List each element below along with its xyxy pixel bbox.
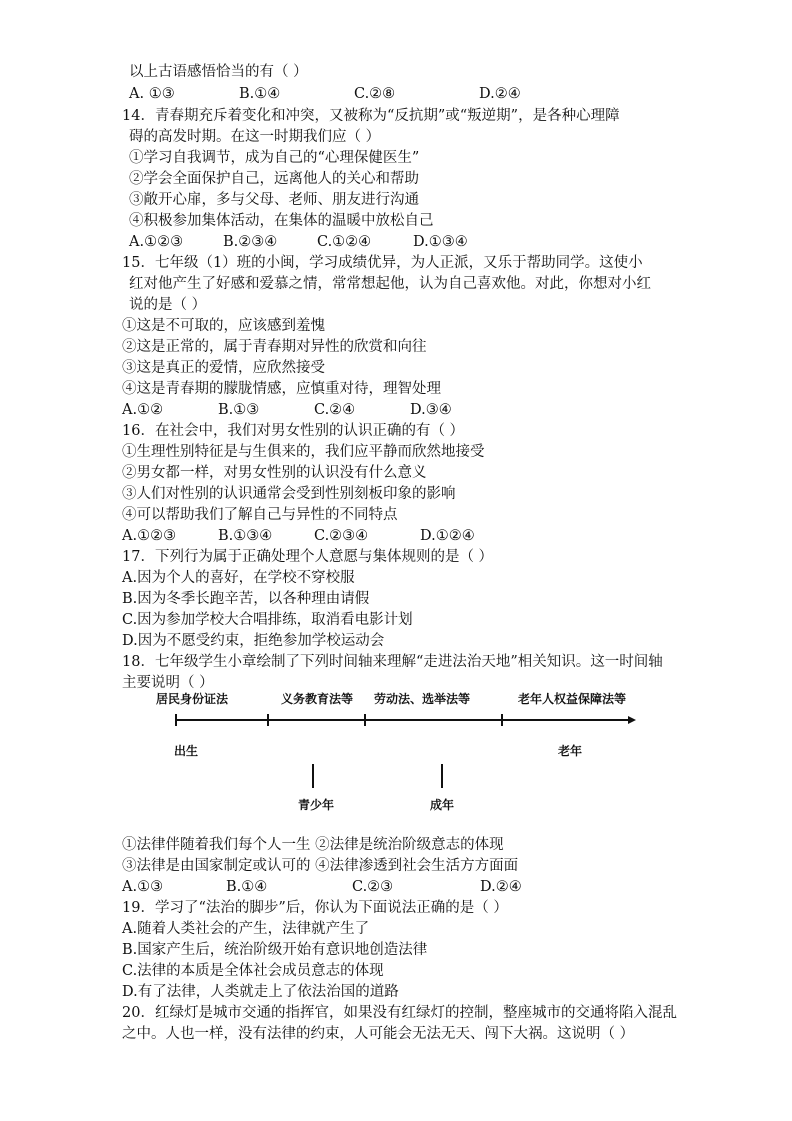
q18-option-c: C.②③ xyxy=(352,879,394,895)
q18-option-a: A.①③ xyxy=(122,879,164,895)
q16-stem: 16．在社会中，我们对男女性别的认识正确的有（ ） xyxy=(122,423,465,439)
q17-option-b: B.因为冬季长跑辛苦，以各种理由请假 xyxy=(122,591,370,607)
q13-option-b: B.①④ xyxy=(239,86,281,102)
q15-option-c: C.②④ xyxy=(314,402,356,418)
q20-stem-1: 20．红绿灯是城市交通的指挥官，如果没有红绿灯的控制，整座城市的交通将陷入混乱 xyxy=(122,1005,677,1021)
q13-stem-end: 以上古语感悟恰当的有（ ） xyxy=(129,64,308,80)
q16-options xyxy=(122,526,475,546)
q14-option-c: C.①②④ xyxy=(317,234,372,250)
q18-stem-2: 主要说明（ ） xyxy=(122,675,214,691)
q18-options xyxy=(122,877,522,897)
q18-stem-1: 18．七年级学生小章绘制了下列时间轴来理解“走进法治天地”相关知识。这一时间轴 xyxy=(122,654,663,670)
q14-option-d: D.①③④ xyxy=(413,234,468,250)
q15-statement-1: ①这是不可取的，应该感到羞愧 xyxy=(122,318,325,334)
q14-statement-3: ③敞开心扉，多与父母、老师、朋友进行沟通 xyxy=(129,192,419,208)
q19-option-d: D.有了法律，人类就走上了依法治国的道路 xyxy=(122,984,399,1000)
label-id-card-law: 居民身份证法 xyxy=(156,692,229,706)
timeline-arrowhead xyxy=(628,716,636,724)
label-elderly-rights-law: 老年人权益保障法等 xyxy=(518,692,627,706)
q18-statements-1: ①法律伴随着我们每个人一生 ②法律是统治阶级意志的体现 xyxy=(122,837,504,853)
q19-option-a: A.随着人类社会的产生，法律就产生了 xyxy=(122,921,370,937)
q14-statement-2: ②学会全面保护自己，远离他人的关心和帮助 xyxy=(129,171,419,187)
q16-option-b: B.①③④ xyxy=(218,528,273,544)
q14-statement-1: ①学习自我调节，成为自己的“心理保健医生” xyxy=(129,150,420,166)
law-timeline-diagram xyxy=(150,684,640,814)
q18-option-b: B.①④ xyxy=(226,879,268,895)
q15-statement-3: ③这是真正的爱情，应欣然接受 xyxy=(122,360,325,376)
q14-option-a: A.①②③ xyxy=(129,234,184,250)
q15-stem-3: 说的是（ ） xyxy=(129,297,207,313)
q14-stem-2: 碍的高发时期。在这一时期我们应（ ） xyxy=(129,129,381,145)
q19-option-c: C.法律的本质是全体社会成员意志的体现 xyxy=(122,963,384,979)
q16-option-d: D.①②④ xyxy=(420,528,475,544)
q13-options xyxy=(129,84,521,104)
label-labor-election-law: 劳动法、选举法等 xyxy=(374,692,471,706)
q19-stem: 19．学习了“法治的脚步”后，你认为下面说法正确的是（ ） xyxy=(122,900,508,916)
q15-statement-2: ②这是正常的，属于青春期对异性的欣赏和向往 xyxy=(122,339,427,355)
label-old-age: 老年 xyxy=(558,744,583,758)
label-birth: 出生 xyxy=(174,744,199,758)
q14-statement-4: ④积极参加集体活动，在集体的温暖中放松自己 xyxy=(129,213,434,229)
q13-option-d: D.②④ xyxy=(479,86,521,102)
q13-option-a: A. ①③ xyxy=(129,86,175,102)
q16-statement-1: ①生理性别特征是与生俱来的，我们应平静而欣然地接受 xyxy=(122,444,485,460)
q13-option-c: C.②⑧ xyxy=(354,86,396,102)
q14-stem-1: 14．青春期充斥着变化和冲突，又被称为“反抗期”或“叛逆期”，是各种心理障 xyxy=(122,108,620,124)
q15-stem-1: 15．七年级（1）班的小闽，学习成绩优异，为人正派，又乐于帮助同学。这使小 xyxy=(122,255,643,271)
label-youth: 青少年 xyxy=(298,798,335,812)
q15-statement-4: ④这是青春期的朦胧情感，应慎重对待，理智处理 xyxy=(122,381,441,397)
q17-option-d: D.因为不愿受约束，拒绝参加学校运动会 xyxy=(122,633,385,649)
q18-statements-2: ③法律是由国家制定或认可的 ④法律渗透到社会生活方方面面 xyxy=(122,858,519,874)
q16-option-c: C.②③④ xyxy=(314,528,369,544)
q16-option-a: A.①②③ xyxy=(122,528,177,544)
q15-option-a: A.①② xyxy=(122,402,164,418)
q18-option-d: D.②④ xyxy=(480,879,522,895)
q14-option-b: B.②③④ xyxy=(223,234,278,250)
q15-option-d: D.③④ xyxy=(410,402,452,418)
q17-option-c: C.因为参加学校大合唱排练，取消看电影计划 xyxy=(122,612,413,628)
label-compulsory-education-law: 义务教育法等 xyxy=(281,692,354,706)
q16-statement-4: ④可以帮助我们了解自己与异性的不同特点 xyxy=(122,507,398,523)
q17-option-a: A.因为个人的喜好，在学校不穿校服 xyxy=(122,570,355,586)
q15-option-b: B.①③ xyxy=(218,402,260,418)
q15-options xyxy=(122,400,452,420)
q17-stem: 17．下列行为属于正确处理个人意愿与集体规则的是（ ） xyxy=(122,549,494,565)
q14-options xyxy=(129,232,468,252)
q19-option-b: B.国家产生后，统治阶级开始有意识地创造法律 xyxy=(122,942,428,958)
q16-statement-2: ②男女都一样，对男女性别的认识没有什么意义 xyxy=(122,465,427,481)
q16-statement-3: ③人们对性别的认识通常会受到性别刻板印象的影响 xyxy=(122,486,456,502)
q20-stem-2: 之中。人也一样，没有法律的约束，人可能会无法无天、闯下大祸。这说明（ ） xyxy=(122,1026,635,1042)
label-adult: 成年 xyxy=(430,798,455,812)
q15-stem-2: 红对他产生了好感和爱慕之情，常常想起他，认为自己喜欢他。对此，你想对小红 xyxy=(129,276,651,292)
